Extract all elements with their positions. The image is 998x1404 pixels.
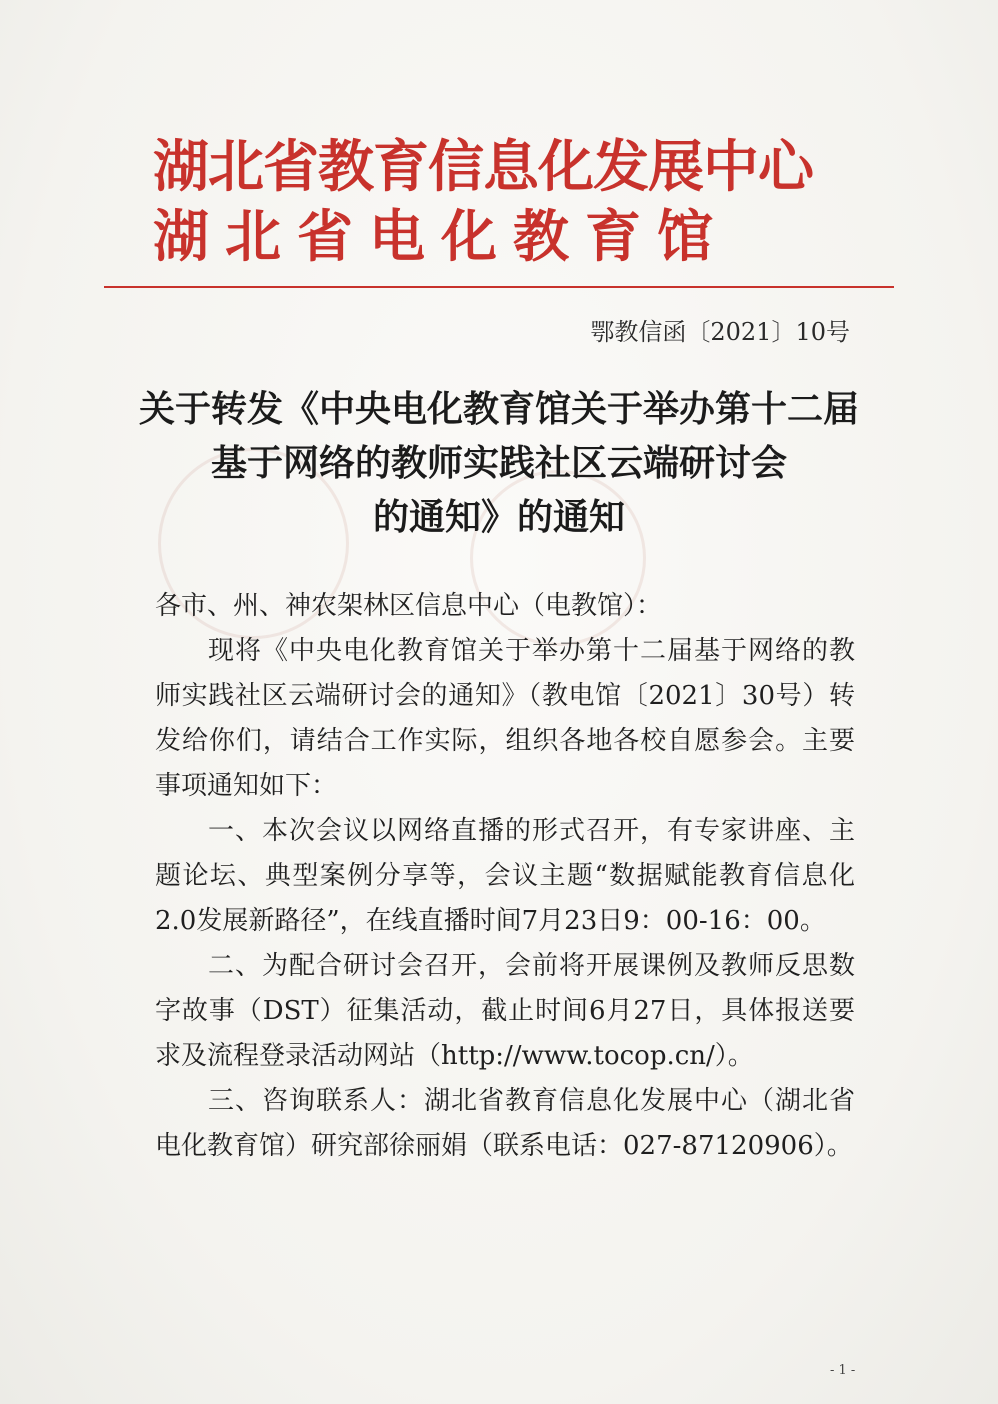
document-body [155, 584, 855, 1169]
header-org-name-1: 湖北省教育信息化发展中心 [153, 134, 813, 200]
page-number: - 1 - [830, 1363, 856, 1378]
document-number: 鄂教信函〔2021〕10号 [590, 318, 850, 346]
body-paragraph: 一、本次会议以网络直播的形式召开，有专家讲座、主题论坛、典型案例分享等，会议主题“数据赋能教育信息化2.0发展新路径”，在线直播时间7月23日9：00-16：00。 [155, 816, 855, 936]
document-title [100, 382, 898, 544]
body-paragraph: 二、为配合研讨会召开，会前将开展课例及教师反思数字故事（DST）征集活动，截止时间6月27日，具体报送要求及流程登录活动网站（http://www.tocop.cn/）。 [155, 951, 855, 1071]
salutation: 各市、州、神农架林区信息中心（电教馆）： [155, 591, 663, 621]
title-line: 基于网络的教师实践社区云端研讨会 [210, 442, 787, 484]
header-org-name-2: 湖北省电化教育馆 [153, 204, 729, 270]
title-line: 的通知》的通知 [372, 496, 625, 538]
body-paragraph: 现将《中央电化教育馆关于举办第十二届基于网络的教师实践社区云端研讨会的通知》（教电馆〔2021〕30号）转发给你们，请结合工作实际，组织各地各校自愿参会。主要事项通知如下： [155, 636, 855, 801]
red-header-rule [104, 286, 894, 288]
title-line: 关于转发《中央电化教育馆关于举办第十二届 [138, 388, 859, 430]
body-paragraph: 三、咨询联系人：湖北省教育信息化发展中心（湖北省电化教育馆）研究部徐丽娟（联系电话：027-87120906）。 [155, 1086, 855, 1161]
